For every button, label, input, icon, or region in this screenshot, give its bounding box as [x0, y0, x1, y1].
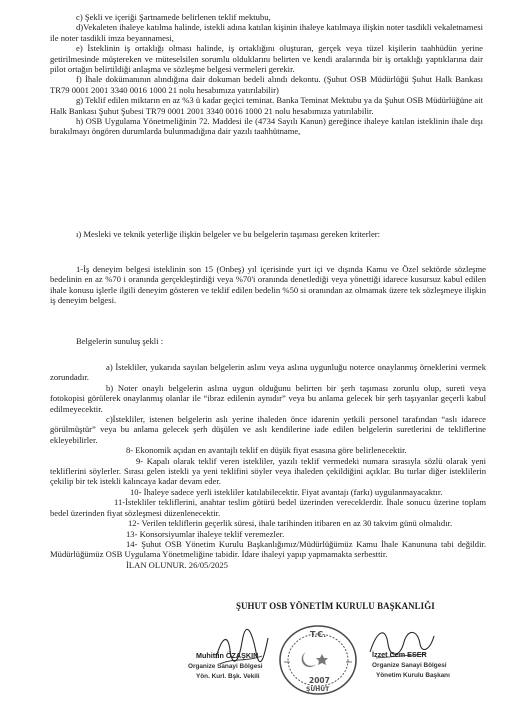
clause-9: 9- Kapalı olarak teklif veren istekliler, yazılı teklif vermedeki numara sırasıyla sözlü olarak yeni tekliflerini söylerler. Sırası gelen istekli ya yeni teklifini söyler veya ihaleden çekildiğini açıklar. Bu turlar diğer isteklilerin çekilip bir tek istekli kalıncaya kadar devam eder. — [50, 455, 486, 487]
item-d: d)Vekaleten ihaleye katılma halinde, istekli adına katılan kişinin ihaleye katılmaya ilişkin noter tasdikli vekaletnamesi ile noter tasdikli imza beyannamesi, — [50, 22, 483, 43]
right-signer-line1: Organize Sanayi Bölgesi — [372, 662, 447, 669]
clause-11: 11-İstekliler tekliflerini, anahtar teslim götürü bedel üzerinden vereceklerdir. İhale sonucu üzerine toplam bedel üzerinden fiyat sözleşmesi düzenlenecektir. — [50, 497, 486, 518]
clause-13: 13- Konsorsiyumlar ihaleye teklif veremezler. — [126, 528, 285, 539]
submission-heading: Belgelerin sunuluş şekli : — [76, 336, 164, 346]
submission-a: a) İstekliler, yukarıda sayılan belgelerin aslını veya aslına uygunluğu noterce onaylanmış örneklerini vermek zorundadır. — [50, 362, 486, 383]
item-f: f) İhale dokümanının alındığına dair dokuman bedeli alındı dekontu. (Şuhut OSB Müdürlüğü Şuhut Halk Bankası TR79 0001 2001 3340 0016 1000 21 nolu hesabımıza yatırılabilir) — [50, 74, 483, 95]
item-c: c) Şekli ve içeriği Şartnamede belirlenen teklif mektubu, — [76, 12, 271, 22]
item-g: g) Teklif edilen miktarın en az %3 ü kadar geçici teminat. Banka Teminat Mektubu ya da Şuhut OSB Müdürlüğüne ait Halk Bankası Şuhut Şubesi TR79 0001 2001 3340 0016 1000 21 nolu hesabımıza yatırılabilir. — [50, 95, 483, 116]
submission-b: b) Noter onaylı belgelerin aslına uygun olduğunu belirten bir şerh taşıması zorunlu olup, sureti veya fotokopisi görülerek onaylanmış olanlar ile “ibraz edilenin aynıdır” veya bu anlama gelecek bir şerh taşıyanlar geçerli kabul edilmeyecektir. — [50, 382, 486, 414]
criteria-heading: ı) Mesleki ve teknik yeterliğe ilişkin belgeler ve bu belgelerin taşıması gereken kriterler: — [76, 229, 381, 239]
submission-list — [50, 362, 486, 570]
stamp-bottom-text: ŞUHUT — [306, 686, 330, 693]
criteria-text: 1-İş deneyim belgesi isteklinin son 15 (Onbeş) yıl içerisinde yurt içi ve dışında Kamu ve Özel sektörde sözleşme bedelinin en az %70 i oranında gerçekleştirdiği veya %70'i oranında denetlediği veya yönettiği idarece kusursuz kabul edilen ihale konusu işlerle ilgili deneyim gösteren ve teklif edilen bedelin %50 si oranından az olmamak üzere tek sözleşmeye ilişkin iş deneyim belgesi. — [50, 264, 486, 306]
right-signer-line2: Yönetim Kurulu Başkanı — [376, 672, 450, 679]
stamp-year: 2007 — [309, 676, 330, 685]
right-signer-name: İzzet Cem ESER — [372, 650, 427, 659]
left-signer-line1: Organize Sanayi Bölgesi — [188, 663, 263, 670]
board-title: ŞUHUT OSB YÖNETİM KURULU BAŞKANLIĞI — [236, 601, 435, 611]
stamp-top-text: T.C. — [310, 630, 327, 639]
clause-12: 12- Verilen tekliflerin geçerlik süresi, ihale tarihinden itibaren en az 30 takvim günü olmalıdır. — [128, 518, 453, 529]
left-signer-line2: Yön. Kurl. Bşk. Vekili — [196, 673, 260, 680]
top-requirements — [50, 12, 483, 137]
item-h: h) OSB Uygulama Yönetmeliğinin 72. Maddesi ile (4734 Sayılı Kanun) gereğince ihaleye katılan isteklinin ihale dışı bırakılmayı öngören durumlarda bulunmadığına dair yazılı taahhütname, — [50, 116, 483, 137]
item-e: e) İsteklinin iş ortaklığı olması halinde, iş ortaklığını oluşturan, gerçek veya tüzel kişilerin taahhüdün yerine getirilmesinde müştereken ve müteselsilen sorumlu olduklarını belirten ve kendi aralarında bir iş ortaklığı yaptıklarına dair pilot ortağın belirtildiği anlaşma ve sözleşme belgesi vermeleri gerekir. — [50, 43, 483, 75]
clause-8: 8- Ekonomik açıdan en avantajlı teklif en düşük fiyat esasına göre belirlenecektir. — [126, 445, 407, 456]
clause-14: 14- Şuhut OSB Yönetim Kurulu Başkanlığımız/Müdürlüğümüz Kamu İhale Kanununa tabi değildir. Müdürlüğümüz OSB Uygulama Yönetmeliğine tabidir. İdare ihaleyi yapıp yapmamakta serbesttir. — [50, 538, 486, 560]
announcement-date: İLAN OLUNUR. 26/05/2025 — [126, 559, 228, 570]
left-signer-name: Muhittin ÖZAŞKIN — [196, 651, 259, 660]
clause-10: 10- İhaleye sadece yerli istekliler katılabilecektir. Fiyat avantajı (farkı) uygulanmayacaktır. — [130, 486, 443, 497]
submission-c: c)İstekliler, istenen belgelerin aslı yerine ihaleden önce idarenin yetkili personel tarafından “aslı idarece görülmüştür” veya bu anlama gelecek şerh düşülen ve aslı kendilerine iade edilen belgelerin suretlerini de tekliflerine ekleyebilirler. — [50, 414, 486, 445]
